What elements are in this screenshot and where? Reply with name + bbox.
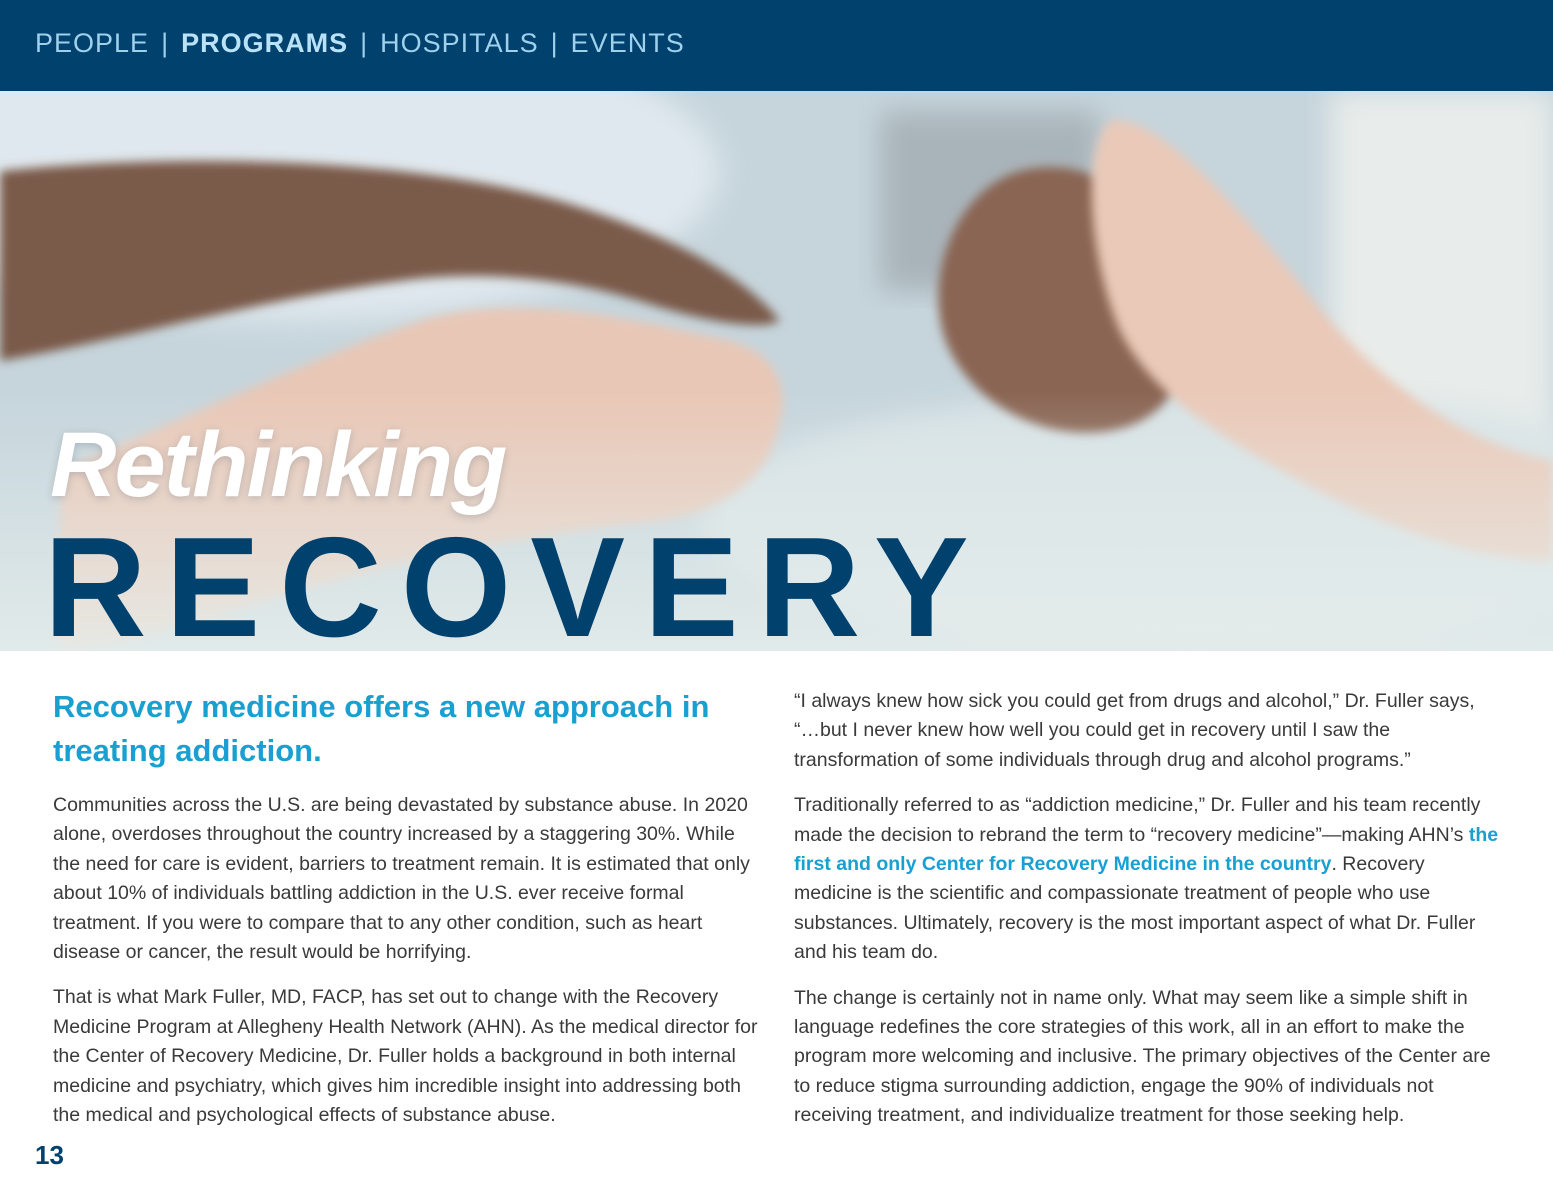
section-nav — [35, 28, 685, 59]
paragraph — [794, 791, 1506, 967]
page-number: 13 — [35, 1140, 64, 1170]
nav-item-programs[interactable]: PROGRAMS — [181, 28, 349, 58]
headline-script: Rethinking — [50, 414, 506, 516]
nav-separator: | — [161, 28, 170, 58]
paragraph: That is what Mark Fuller, MD, FACP, has set out to change with the Recovery Medicine Program at Allegheny Health Network (AHN). As the medical director for the Center of Recovery Medicine, Dr. Fuller holds a background in both internal medicine and psychiatry, which gives him incredible insight into addressing both the medical and psychological effects of substance abuse. — [53, 986, 758, 1127]
nav-item-people[interactable]: PEOPLE — [35, 28, 150, 58]
headline-main: RECOVERY — [44, 508, 988, 651]
hero-banner — [0, 91, 1553, 651]
paragraph-text: . Recovery medicine is the scientific and compassionate treatment of people who use substances. Ultimately, recovery is the most important aspect of what Dr. Fuller and his team do. — [794, 853, 1476, 964]
paragraph-text: Traditionally referred to as “addiction medicine,” Dr. Fuller and his team recently made the decision to rebrand the term to “recovery medicine”—making AHN’s — [794, 794, 1481, 846]
paragraph: The change is certainly not in name only. What may seem like a simple shift in language redefines the core strategies of this work, all in an effort to make the program more welcoming and inclusive. The primary objectives of the Center are to reduce stigma surrounding addiction, engage the 90% of individuals not receiving treatment, and individualize treatment for those seeking help. — [794, 986, 1491, 1127]
left-column — [53, 685, 761, 1146]
nav-item-events[interactable]: EVENTS — [570, 28, 685, 58]
right-column — [794, 687, 1506, 1147]
quote-paragraph: “I always knew how sick you could get from drugs and alcohol,” Dr. Fuller says, “…but I never knew how well you could get in recovery until I saw the transformation of some individuals through drug and alcohol programs.” — [794, 690, 1475, 771]
article-subhead: Recovery medicine offers a new approach in treating addiction. — [53, 689, 710, 768]
paragraph: Communities across the U.S. are being devastated by substance abuse. In 2020 alone, overdoses throughout the country increased by a staggering 30%. While the need for care is evident, barriers to treatment remain. It is estimated that only about 10% of individuals battling addiction in the U.S. ever receive formal treatment. If you were to compare that to any other condition, such as heart disease or cancer, the result would be horrifying. — [53, 794, 750, 964]
nav-separator: | — [360, 28, 369, 58]
nav-item-hospitals[interactable]: HOSPITALS — [380, 28, 539, 58]
top-nav-bar — [0, 0, 1553, 91]
center-link[interactable]: the first and only Center for Recovery Medicine in the country — [794, 823, 1499, 876]
nav-separator: | — [550, 28, 559, 58]
